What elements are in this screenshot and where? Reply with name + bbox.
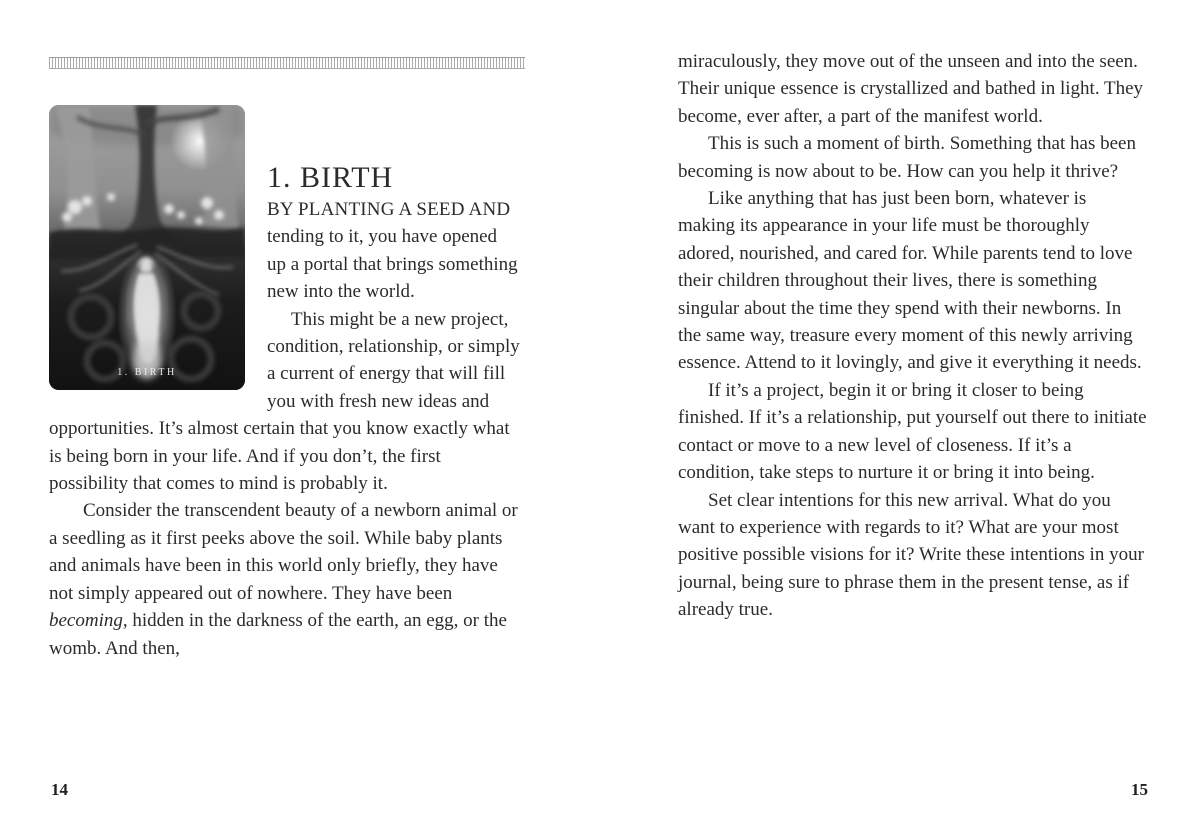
- right-paragraph-3: Like anything that has just been born, whatever is making its appearance in your life must be thoroughly adored, nourished, and cared for. While parents tend to love their children throughout their lives, there is something singular about the time they spend with their newborns. In the same way, treasure every moment of this newly arriving essence. Attend to it lovingly, and give it everything it needs.: [678, 188, 1142, 374]
- birth-card-illustration: [49, 105, 245, 390]
- left-page: [49, 0, 525, 829]
- right-page-text-flow: [678, 0, 1148, 624]
- left-paragraph-3: [49, 497, 520, 661]
- paragraph-text: , hidden in the darkness of the earth, an egg, or the womb. And then,: [49, 610, 507, 659]
- right-page: [678, 0, 1148, 829]
- right-paragraph-2: This is such a moment of birth. Something that has been becoming is now about to be. How can you help it thrive?: [678, 133, 1136, 182]
- card-caption: 1. BIRTH: [117, 367, 177, 378]
- left-page-text-flow: [49, 0, 520, 662]
- lead-caps-phrase: BY PLANTING A SEED AND: [267, 199, 511, 220]
- chapter-ornament-rule: [49, 57, 525, 69]
- birth-card-image: [49, 105, 245, 390]
- page-number-left: 14: [51, 780, 68, 799]
- lead-rest: tending to it, you have opened up a portal that brings something new into the world.: [267, 226, 518, 303]
- chapter-heading: 1. BIRTH: [267, 161, 394, 194]
- right-paragraph-5: Set clear intentions for this new arrival. What do you want to experience with regards to it? What are your most positive possible visions for it? Write these intentions in your journal, being sure to phrase them in the present tense, as if already true.: [678, 489, 1144, 621]
- right-paragraph-1: miraculously, they move out of the unseen and into the seen. Their unique essence is crystallized and bathed in light. They become, ever after, a part of the manifest world.: [678, 51, 1144, 127]
- italic-word: becoming: [49, 610, 123, 632]
- paragraph-text: Consider the transcendent beauty of a newborn animal or a seedling as it first peeks above the soil. While baby plants and animals have been in this world only briefly, they have not simply appeared out of nowhere. They have been: [49, 500, 518, 604]
- left-paragraph-2: This might be a new project, condition, relationship, or simply a current of energy that will fill you with fresh new ideas and opportunities. It’s almost certain that you know exactly what is being born in your life. And if you don’t, the first possibility that comes to mind is probably it.: [49, 308, 520, 495]
- right-paragraph-4: If it’s a project, begin it or bring it closer to being finished. If it’s a relationship, put yourself out there to initiate contact or move to a new level of closeness. If it’s a condition, take steps to nurture it or bring it into being.: [678, 379, 1147, 484]
- page-number-right: 15: [1131, 780, 1148, 799]
